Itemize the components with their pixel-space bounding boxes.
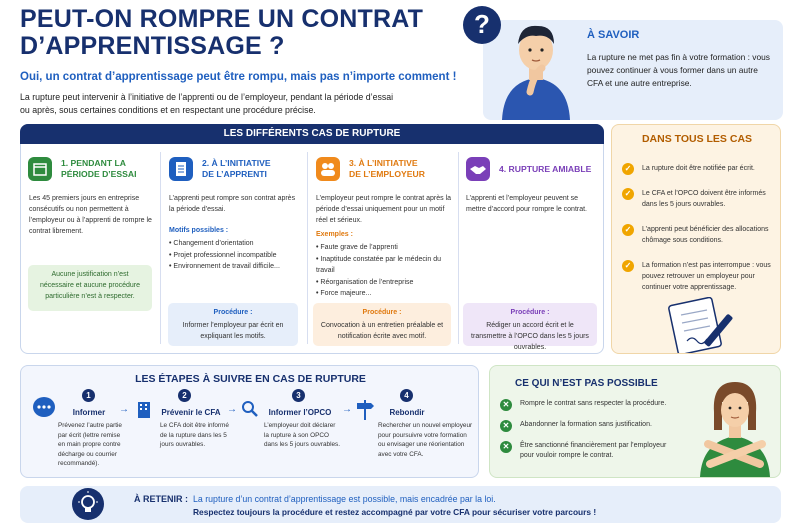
list-item: • Réorganisation de l’entreprise [316,277,456,289]
column-divider [307,152,308,344]
list-item: ✕ Abandonner la formation sans justification. [500,420,675,430]
takeaway-line-1: La rupture d’un contrat d’apprentissage est possible, mais encadrée par la loi. [193,494,496,504]
takeaway-line-2: Respectez toujours la procédure et restez accompagné par votre CFA pour sécuriser votre parcours ! [193,507,597,517]
intro-line-1: La rupture peut intervenir à l’initiative de l’apprenti ou de l’employeur, pendant la période d’essai [20,92,394,102]
all-cases-panel [611,124,781,354]
list-item: • Faute grave de l’apprenti [316,242,456,254]
all-cases-list [622,163,777,307]
case2-procedure: Procédure : Informer l’employeur par écrit en expliquant les motifs. [168,303,298,346]
step-title: Informer l’OPCO [268,408,332,417]
subtitle: Oui, un contrat d’apprentissage peut être rompu, mais pas n’importe comment ! [20,71,457,83]
cross-icon: ✕ [500,399,512,411]
not-possible-title: CE QUI N’EST PAS POSSIBLE [515,378,658,389]
check-icon: ✓ [622,260,634,272]
column-divider [160,152,161,344]
arrow-right-icon: → [342,404,352,415]
intro-text [20,91,440,117]
case1-title: 1. PENDANT LA PÉRIODE D’ESSAI [61,158,137,179]
cross-icon: ✕ [500,420,512,432]
step-title: Informer [72,408,106,417]
not-possible-panel [489,365,781,478]
lightbulb-icon [72,488,104,520]
cases-header: LES DIFFÉRENTS CAS DE RUPTURE [20,124,604,144]
title-line-2: D’APPRENTISSAGE ? [20,32,285,60]
list-item: ✓ La formation n’est pas interrompue : vous pouvez retrouver un employeur pour continuer votre apprentissage. [622,260,777,293]
list-item: • Inaptitude constatée par le médecin du travail [316,254,456,277]
list-item: • Projet professionnel incompatible [169,250,304,262]
step-title: Prévenir le CFA [161,408,221,417]
case3-title: 3. À L’INITIATIVE DE L’EMPLOYEUR [349,158,425,179]
case3-procedure: Procédure : Convocation à un entretien préalable et notification écrite avec motif. [313,303,451,346]
savoir-title: À SAVOIR [587,29,640,41]
list-item: ✓ Le CFA et l’OPCO doivent être informés dans les 5 jours ouvrables. [622,188,777,210]
case2-motifs-label: Motifs possibles : [169,227,229,234]
building-icon [135,400,153,418]
case3-text: L’employeur peut rompre le contrat après la période d’essai uniquement pour un motif réel et sérieux. [316,195,452,224]
not-possible-list [500,399,675,472]
title-line-1: PEUT-ON ROMPRE UN CONTRAT [20,5,424,33]
takeaway-banner [20,486,781,523]
people-icon [316,157,340,181]
magnifier-icon [241,400,259,418]
chat-bubble-icon [33,397,55,417]
list-item: ✓ L’apprenti peut bénéficier des allocations chômage sous conditions. [622,224,777,246]
check-icon: ✓ [622,188,634,200]
check-icon: ✓ [622,163,634,175]
list-item: • Changement d’orientation [169,238,304,250]
woman-crossed-arms-illustration [690,372,780,477]
handshake-icon [466,157,490,181]
step-text: Le CFA doit être informé de la rupture dans les 5 jours ouvrables. [160,422,229,448]
case4-title: 4. RUPTURE AMIABLE [499,164,592,174]
all-cases-title: DANS TOUS LES CAS [641,133,753,145]
check-icon: ✓ [622,224,634,236]
thinking-person-illustration [496,12,576,120]
document-icon [169,157,193,181]
case4-procedure: Procédure : Rédiger un accord écrit et le transmettre à l’OPCO dans les 5 jours ouvrables. [463,303,597,346]
column-divider [458,152,459,344]
list-item: • Environnement de travail difficile... [169,261,304,273]
list-item: • Force majeure... [316,288,456,300]
step-number: 3 [292,389,305,402]
list-item: ✕ Être sanctionné financièrement par l’employeur pour vouloir rompre le contrat. [500,441,675,461]
step-text: L’employeur doit déclarer la rupture à son OPCO dans les 5 jours ouvrables. [264,422,341,448]
case2-title: 2. À L’INITIATIVE DE L’APPRENTI [202,158,271,179]
case4-text: L’apprenti et l’employeur peuvent se mettre d’accord pour rompre le contrat. [466,195,587,213]
case3-examples-list [316,242,456,300]
calendar-icon [28,157,52,181]
case2-motifs-list [169,238,304,273]
signing-contract-illustration [667,297,747,353]
step-number: 1 [82,389,95,402]
savoir-text: La rupture ne met pas fin à votre formation : vous pouvez continuer à vous former dans un autre CFA et une autre entreprise. [587,52,770,88]
steps-title: LES ÉTAPES À SUIVRE EN CAS DE RUPTURE [135,373,366,385]
question-icon: ? [463,6,501,44]
arrow-right-icon: → [119,404,129,415]
list-item: ✕ Rompre le contrat sans respecter la procédure. [500,399,675,409]
cross-icon: ✕ [500,441,512,453]
step-text: Rechercher un nouvel employeur pour poursuivre votre formation ou envisager une réorientation avec votre CFA. [378,422,473,458]
step-number: 2 [178,389,191,402]
takeaway-label: À RETENIR : [134,494,188,504]
signpost-icon [355,398,375,420]
step-text: Prévenez l’autre partie par écrit (lettre remise en main propre contre décharge ou courrier recommandé). [58,422,122,467]
arrow-right-icon: → [227,404,237,415]
intro-line-2: ou après, sous certaines conditions et en respectant une procédure précise. [20,105,316,115]
case3-examples-label: Exemples : [316,231,353,238]
step-number: 4 [400,389,413,402]
case2-text: L’apprenti peut rompre son contrat après la période d’essai. [169,195,296,213]
step-title: Rebondir [389,408,425,417]
list-item: ✓ La rupture doit être notifiée par écrit. [622,163,777,174]
case1-text: Les 45 premiers jours en entreprise consécutifs ou non permettent à l’employeur ou à l’apprenti de rompre le contrat librement. [29,195,152,235]
page-title [20,6,423,60]
case1-note: Aucune justification n’est nécessaire et aucune procédure particulière n’est à respecter. [28,265,152,311]
